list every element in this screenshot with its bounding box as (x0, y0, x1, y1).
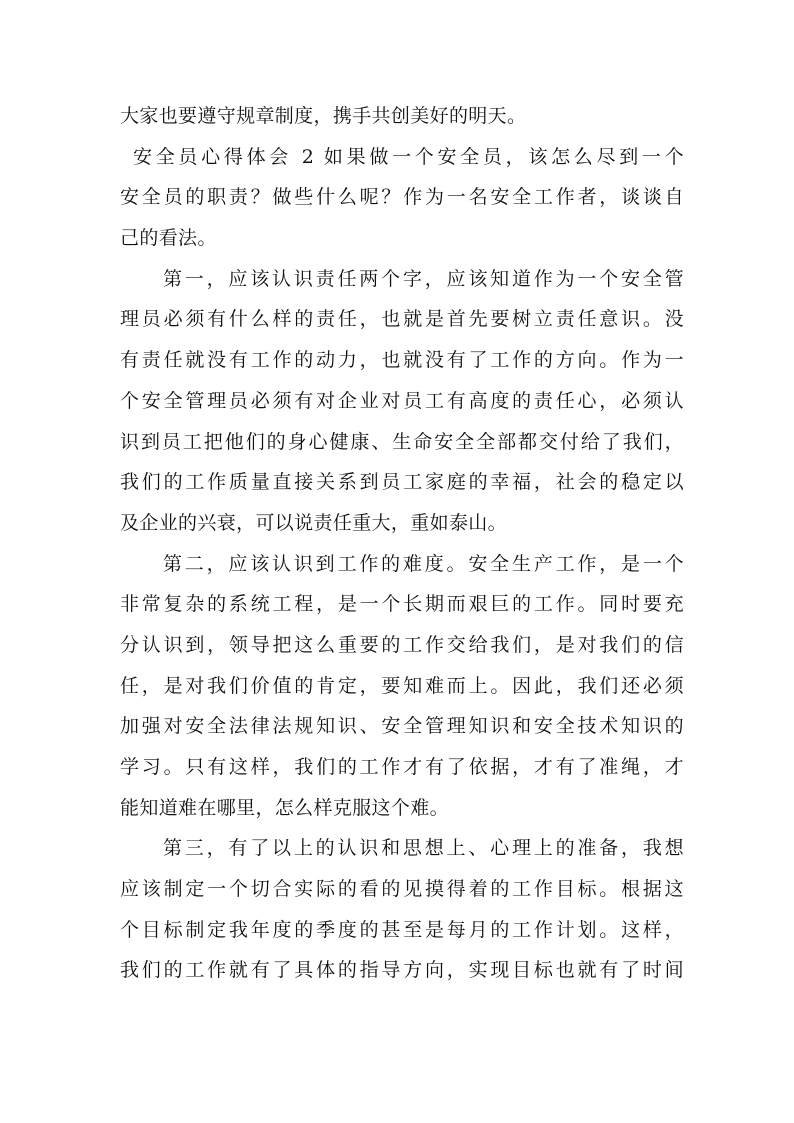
text-line: 非常复杂的系统工程，是一个长期而艰巨的工作。同时要充 (120, 593, 684, 616)
text-line: 个目标制定我年度的季度的甚至是每月的工作计划。这样， (120, 918, 684, 941)
text-line: 有责任就没有工作的动力，也就没有了工作的方向。作为一 (120, 349, 684, 372)
text-line: 理员必须有什么样的责任，也就是首先要树立责任意识。没 (120, 308, 684, 331)
text-line: 个安全管理员必须有对企业对员工有高度的责任心，必须认 (120, 389, 684, 412)
document-body (120, 96, 684, 991)
text-line: 学习。只有这样，我们的工作才有了依据，才有了准绳，才 (120, 756, 684, 778)
text-line: 任，是对我们价值的肯定，要知难而上。因此，我们还必须 (120, 674, 684, 697)
text-line: 第二，应该认识到工作的难度。安全生产工作，是一个 (163, 552, 684, 575)
text-line: 分认识到，领导把这么重要的工作交给我们，是对我们的信 (120, 633, 684, 656)
text-line: 安全员心得体会 2 如果做一个安全员，该怎么尽到一个 (133, 145, 684, 168)
text-line: 及企业的兴衰，可以说责任重大，重如泰山。 (120, 511, 508, 534)
text-line: 应该制定一个切合实际的看的见摸得着的工作目标。根据这 (120, 878, 684, 901)
text-line: 识到员工把他们的身心健康、生命安全全部都交付给了我们， (120, 430, 684, 453)
text-line: 第三，有了以上的认识和思想上、心理上的准备，我想 (163, 837, 684, 860)
text-line: 大家也要遵守规章制度，携手共创美好的明天。 (120, 105, 527, 127)
text-line: 我们的工作质量直接关系到员工家庭的幸福，社会的稳定以 (120, 471, 684, 494)
text-line: 安全员的职责？做些什么呢？作为一名安全工作者，谈谈自 (120, 186, 684, 209)
text-line: 加强对安全法律法规知识、安全管理知识和安全技术知识的 (120, 715, 684, 738)
text-line: 己的看法。 (120, 227, 217, 250)
text-line: 能知道难在哪里，怎么样克服这个难。 (120, 796, 449, 819)
text-line: 第一，应该认识责任两个字，应该知道作为一个安全管 (163, 267, 684, 290)
text-line: 我们的工作就有了具体的指导方向，实现目标也就有了时间 (120, 959, 684, 982)
